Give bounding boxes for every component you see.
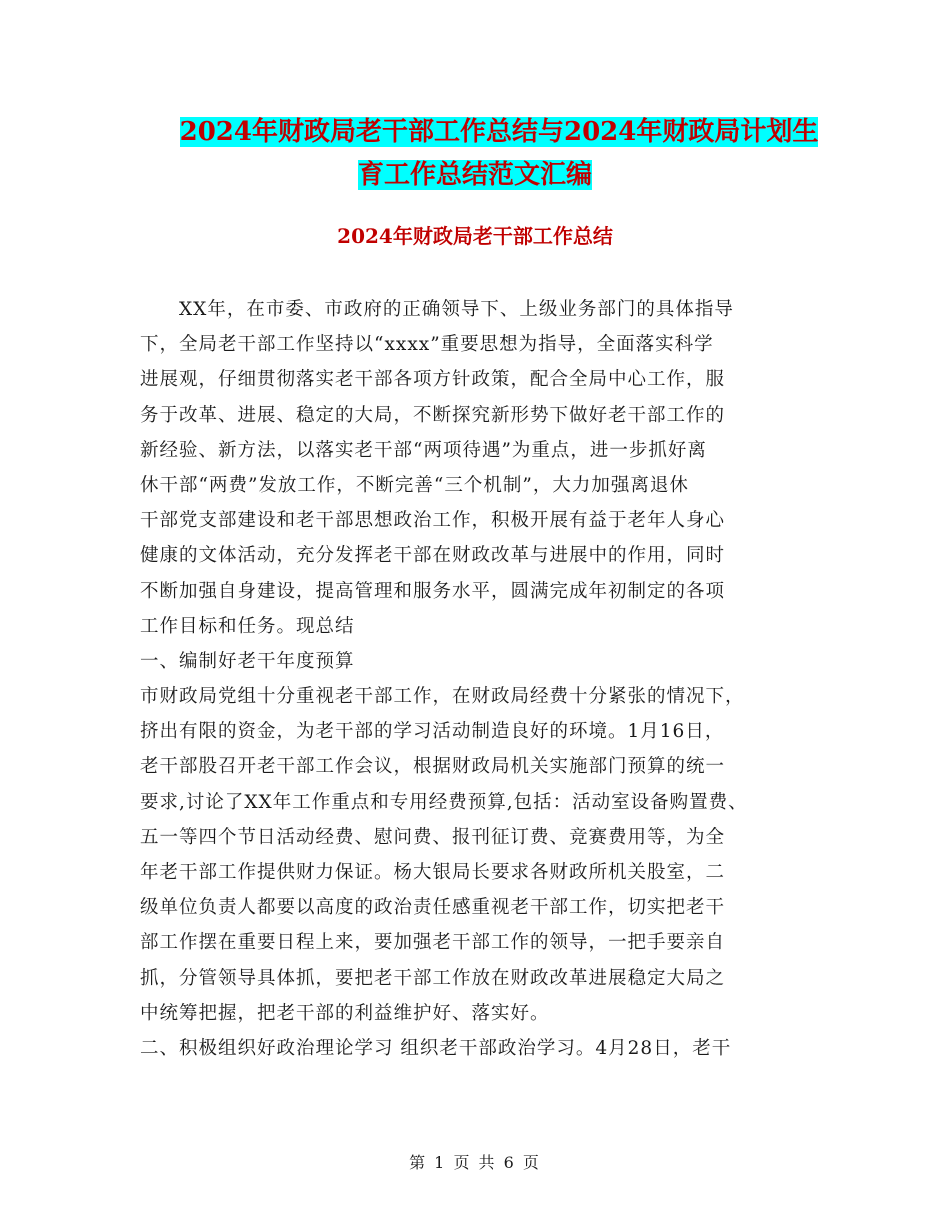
body-line: 老干部股召开老干部工作会议，根据财政局机关实施部门预算的统一 <box>140 756 726 778</box>
body-line: 工作目标和任务。现总结 <box>140 615 355 637</box>
title-highlight-1: 2024年财政局老干部工作总结与2024年财政局计划生 <box>179 117 819 147</box>
heading-2: 二、积极组织好政治理论学习 组织老干部政治学习。4月28日，老干 <box>140 1037 732 1059</box>
body-line: 务于改革、进展、稳定的大局，不断探究新形势下做好老干部工作的 <box>140 404 726 426</box>
body-line: 年老干部工作提供财力保证。杨大银局长要求各财政所机关股室，二 <box>140 862 726 883</box>
body-line: 中统筹把握，把老干部的利益维护好、落实好。 <box>140 1002 550 1024</box>
body-line: 下，全局老干部工作坚持以“xxxx”重要思想为指导，全面落实科学 <box>140 334 714 356</box>
document-title-line-2 <box>0 151 950 199</box>
document-title-line-1 <box>0 108 950 156</box>
body-line: 市财政局党组十分重视老干部工作，在财政局经费十分紧张的情况下， <box>140 686 745 708</box>
page-footer: 第 1 页 共 6 页 <box>409 1153 541 1172</box>
heading-1: 一、编制好老干年度预算 <box>140 650 355 672</box>
body-line: 五一等四个节日活动经费、慰问费、报刊征订费、竞赛费用等，为全 <box>140 826 726 848</box>
body-line: 不断加强自身建设，提高管理和服务水平，圆满完成年初制定的各项 <box>140 580 726 602</box>
body-line: 级单位负责人都要以高度的政治责任感重视老干部工作，切实把老干 <box>140 897 726 919</box>
body-line: 部工作摆在重要日程上来，要加强老干部工作的领导，一把手要亲自 <box>140 932 726 954</box>
title-highlight-2: 育工作总结范文汇编 <box>357 160 592 190</box>
body-line: XX年，在市委、市政府的正确领导下、上级业务部门的具体指导 <box>140 299 734 320</box>
body-line: 健康的文体活动，充分发挥老干部在财政改革与进展中的作用，同时 <box>140 545 726 567</box>
body-line: 新经验、新方法，以落实老干部“两项待遇”为重点，进一步抓好离 <box>140 439 707 461</box>
body-line: 挤出有限的资金，为老干部的学习活动制造良好的环境。1月16日， <box>140 721 725 743</box>
body-line: 干部党支部建设和老干部思想政治工作，积极开展有益于老年人身心 <box>140 510 726 532</box>
body-line: 进展观，仔细贯彻落实老干部各项方针政策，配合全局中心工作，服 <box>140 369 726 391</box>
body-text <box>140 292 820 1066</box>
body-line: 休干部“两费”发放工作，不断完善“三个机制”，大力加强离退休 <box>140 474 689 496</box>
section-title: 2024年财政局老干部工作总结 <box>337 224 613 248</box>
body-line: 抓，分管领导具体抓，要把老干部工作放在财政改革进展稳定大局之 <box>140 967 726 989</box>
body-line: 要求,讨论了XX年工作重点和专用经费预算,包括：活动室设备购置费、 <box>140 791 748 813</box>
